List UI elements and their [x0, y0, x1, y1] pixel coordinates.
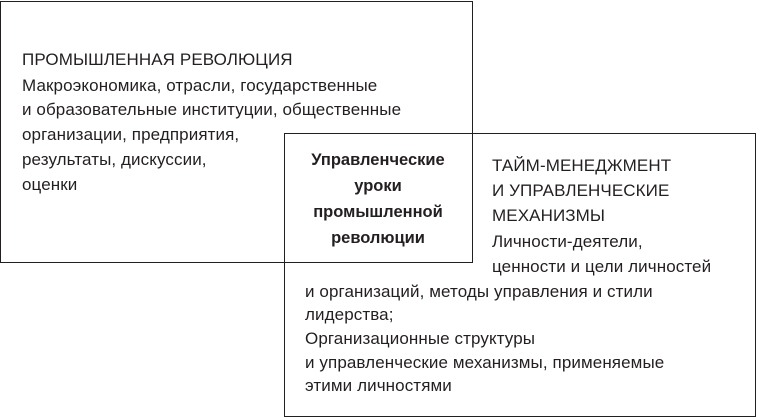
left-box-title: ПРОМЫШЛЕННАЯ РЕВОЛЮЦИЯ	[22, 50, 293, 69]
right-box-title: И УПРАВЛЕНЧЕСКИЕ	[492, 181, 670, 200]
left-box-line: результаты, дискуссии,	[22, 150, 207, 169]
right-box-line: лидерства;	[305, 305, 394, 324]
right-box-line: Организационные структуры	[305, 329, 536, 348]
intersection-label	[290, 147, 466, 251]
right-box-line: этими личностями	[305, 376, 452, 395]
left-box-line: и образовательные институции, общественные	[22, 100, 402, 119]
left-box-line: Макроэкономика, отрасли, государственные	[22, 76, 378, 95]
left-box-line: оценки	[22, 175, 78, 194]
intersection-line: промышленной	[313, 203, 443, 221]
right-box-title: МЕХАНИЗМЫ	[492, 206, 606, 225]
intersection-line: Управленческие	[311, 151, 445, 169]
right-box-title: ТАЙМ-МЕНЕДЖМЕНТ	[492, 156, 672, 175]
right-box-line: Личности-деятели,	[492, 232, 643, 251]
intersection-line: революции	[331, 229, 425, 247]
left-box-line: организации, предприятия,	[22, 125, 240, 144]
right-box-line: ценности и цели личностей	[492, 257, 712, 276]
intersection-line: уроки	[354, 177, 402, 195]
right-box-line: и управленческие механизмы, применяемые	[305, 353, 665, 372]
right-box-line: и организаций, методы управления и стили	[305, 282, 653, 301]
